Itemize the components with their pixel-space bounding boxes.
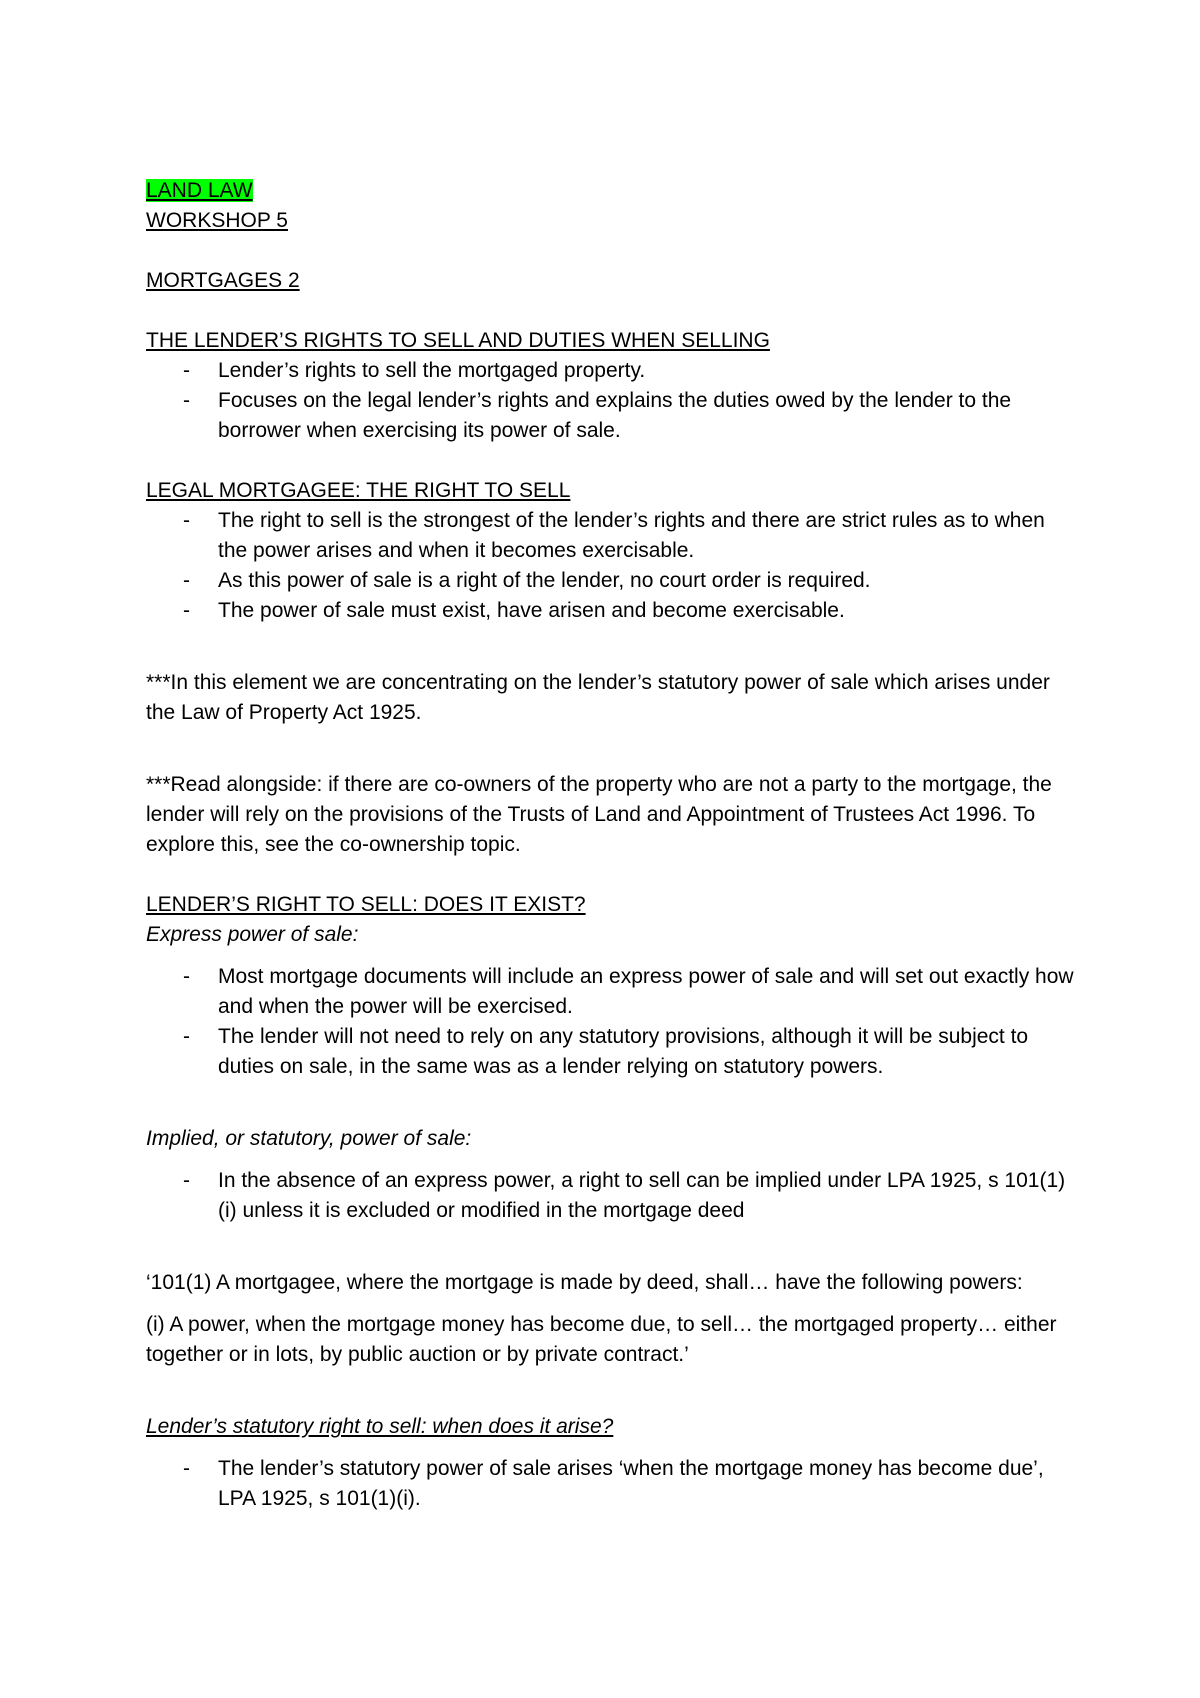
list-item: - The lender’s statutory power of sale arises ‘when the mortgage money has become due’, LPA 1925, s 101(1)(i). [146, 1454, 1076, 1514]
doc-title-land-law: LAND LAW [146, 179, 253, 202]
list-item: - Most mortgage documents will include an express power of sale and will set out exactly how and when the power will be exercised. [146, 962, 1076, 1022]
section-heading-rights-duties: THE LENDER’S RIGHTS TO SELL AND DUTIES WHEN SELLING [146, 329, 770, 352]
list-item: - The lender will not need to rely on any statutory provisions, although it will be subject to duties on sale, in the same was as a lender relying on statutory powers. [146, 1022, 1076, 1082]
doc-title-mortgages: MORTGAGES 2 [146, 269, 300, 292]
bullet-list-rights-duties [146, 356, 1076, 446]
bullet-list-implied-power [146, 1166, 1076, 1226]
bullet-list-right-to-sell [146, 506, 1076, 626]
bullet-list-express-power [146, 962, 1076, 1082]
section-heading-does-it-exist: LENDER’S RIGHT TO SELL: DOES IT EXIST? [146, 893, 586, 916]
subheading-express-power: Express power of sale: [146, 923, 359, 946]
note-read-alongside: ***Read alongside: if there are co-owners of the property who are not a party to the mortgage, the lender will rely on the provisions of the Trusts of Land and Appointment of Trustees Act 1996. To explore this, see the co-ownership topic. [146, 773, 1052, 856]
bullet-list-when-arises [146, 1454, 1076, 1514]
section-heading-right-to-sell: LEGAL MORTGAGEE: THE RIGHT TO SELL [146, 479, 571, 502]
subheading-when-does-it-arise: Lender’s statutory right to sell: when does it arise? [146, 1415, 614, 1438]
list-item: - As this power of sale is a right of the lender, no court order is required. [146, 566, 1076, 596]
list-item: - In the absence of an express power, a right to sell can be implied under LPA 1925, s 101(1)(i) unless it is excluded or modified in the mortgage deed [146, 1166, 1076, 1226]
list-item: - Lender’s rights to sell the mortgaged property. [146, 356, 1076, 386]
list-item: - The power of sale must exist, have arisen and become exercisable. [146, 596, 1076, 626]
doc-title-workshop: WORKSHOP 5 [146, 209, 288, 232]
document-body [146, 176, 1076, 1514]
quote-section-101-1: ‘101(1) A mortgagee, where the mortgage is made by deed, shall… have the following powers: [146, 1271, 1023, 1294]
quote-section-101-1-i: (i) A power, when the mortgage money has become due, to sell… the mortgaged property… either together or in lots, by public auction or by private contract.’ [146, 1313, 1057, 1366]
list-item: - Focuses on the legal lender’s rights and explains the duties owed by the lender to the borrower when exercising its power of sale. [146, 386, 1076, 446]
list-item: - The right to sell is the strongest of the lender’s rights and there are strict rules as to when the power arises and when it becomes exercisable. [146, 506, 1076, 566]
subheading-implied-power: Implied, or statutory, power of sale: [146, 1127, 472, 1150]
note-statutory-power: ***In this element we are concentrating on the lender’s statutory power of sale which arises under the Law of Property Act 1925. [146, 671, 1050, 724]
